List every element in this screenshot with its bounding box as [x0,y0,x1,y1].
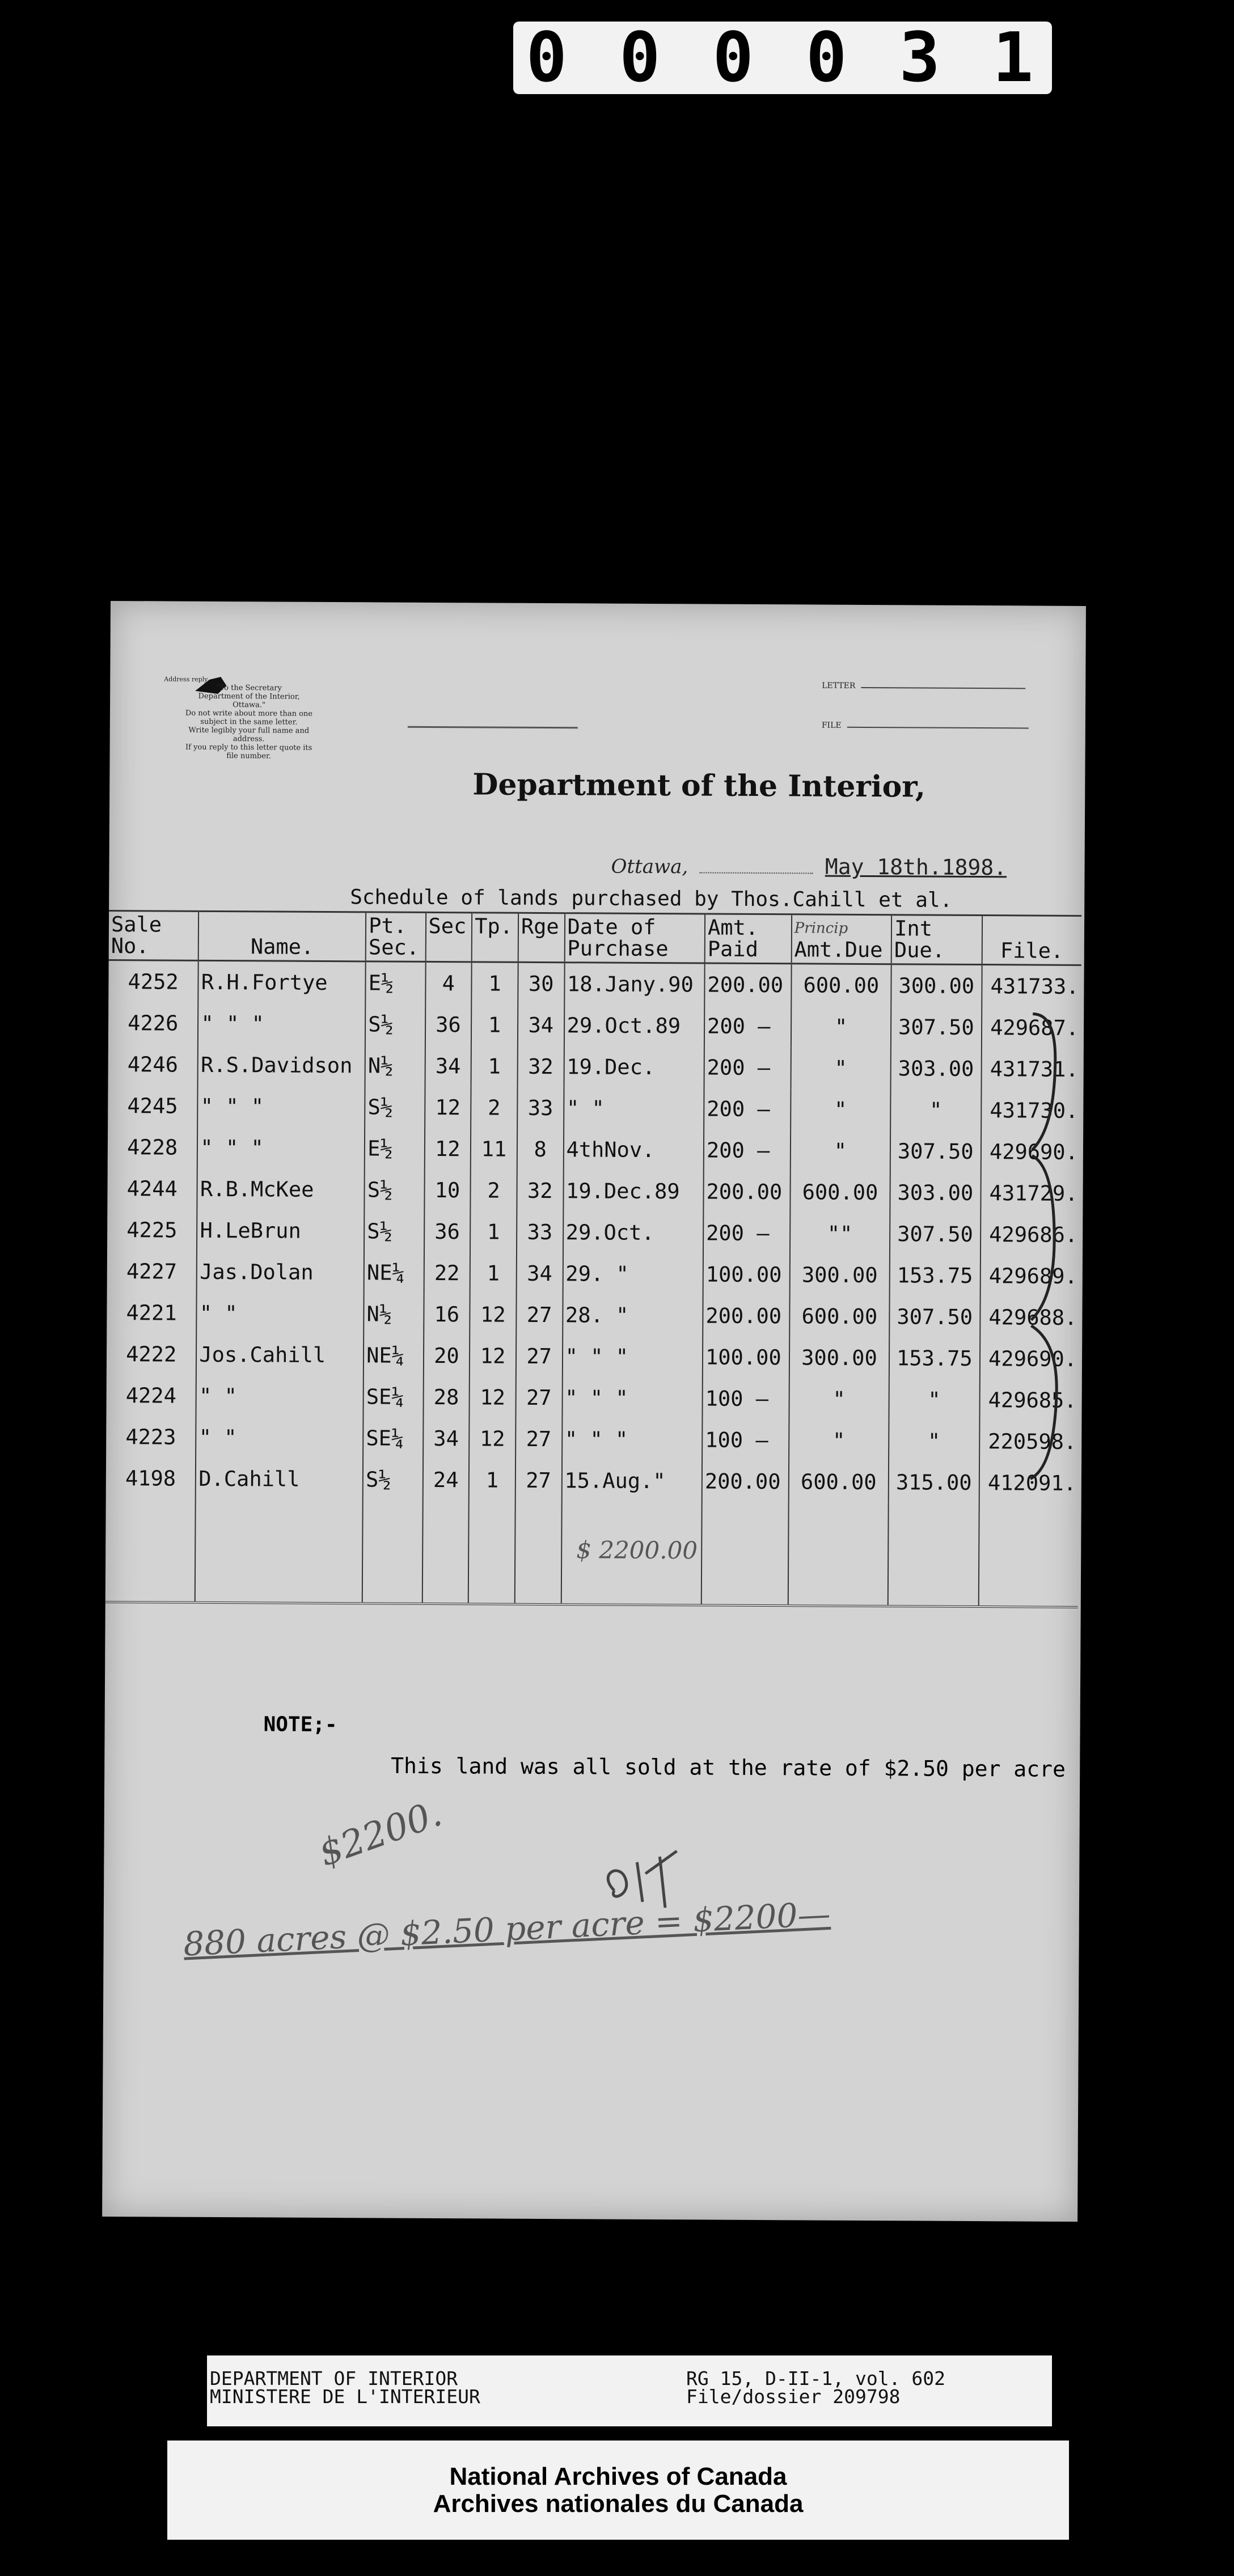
archive-reference-label [207,2355,1052,2426]
document-page [102,601,1086,2222]
cell-pt: NE¼ [364,1334,424,1376]
col-rge: Rge [518,913,565,962]
cell-sale: 4227 [126,1259,178,1284]
cell-paid: 200 — [704,1046,791,1088]
handwritten-total: $2200. [313,1792,447,1875]
col-sec: Sec [425,912,472,961]
cell-date: 18.Jany.90 [564,963,705,1006]
cell-name: R.S.Davidson [198,1044,365,1087]
cell-sale: 4252 [128,969,179,994]
cell-int: 307.50 [890,1130,981,1172]
cell-file: 431729. [981,1172,1080,1214]
table-row [107,1292,1079,1338]
cell-due: 600.00 [788,1461,889,1503]
address-line: "To the Secretary [216,683,282,693]
cell-due: 600.00 [791,964,891,1006]
cell-date: 29. " [563,1253,703,1295]
cell-empty [105,1499,196,1603]
archives-en: National Archives of Canada [449,2463,787,2490]
cell-rge: 33 [517,1211,563,1253]
cell-tp: 11 [471,1128,517,1170]
cell-due: " [791,1006,891,1048]
cell-file: 429690. [981,1131,1080,1173]
cell-sale: 4222 [126,1342,177,1367]
cell-file: 429690. [979,1338,1079,1380]
cell-name: " " " [198,1003,365,1045]
cell-file: 220598. [979,1421,1079,1463]
cell-name: " " " [198,1086,365,1128]
cell-due: 600.00 [789,1295,890,1337]
cell-file: 429688. [980,1297,1080,1338]
cell-pt: S½ [365,1086,425,1128]
address-line: Write legibly your full name and [188,726,310,735]
cell-sale: 4244 [126,1176,178,1201]
cell-empty [195,1499,363,1604]
cell-sec: 34 [423,1418,470,1459]
col-name: Name. [198,911,366,961]
address-line: file number. [226,752,271,761]
cell-due: " [790,1130,890,1172]
cell-paid: 200 — [704,1005,791,1047]
col-due-label: Amt.Due [794,937,883,963]
cell-paid: 200 — [703,1212,790,1254]
note-text: This land was all sold at the rate of $2.50 per acre [391,1753,1066,1782]
cell-pt: S½ [364,1210,424,1252]
cell-tp: 1 [472,962,518,1005]
cell-rge: 34 [516,1253,563,1294]
address-line: Address reply [164,675,208,683]
cell-int: 303.00 [891,1048,982,1090]
cell-rge: 8 [517,1129,564,1170]
cell-tp: 12 [470,1376,516,1418]
cell-file: 431731. [981,1048,1081,1090]
cell-pt: E½ [365,1128,425,1170]
cell-empty [468,1501,515,1604]
cell-date: " " " [562,1418,703,1460]
letter-date: May 18th.1898. [825,854,1007,880]
cell-sale: 4245 [127,1094,178,1118]
dept-fr: MINISTERE DE L'INTERIEUR [210,2386,480,2408]
bracket-marks [1024,1002,1067,1547]
cell-rge: 33 [517,1087,564,1129]
cell-int: 307.50 [889,1296,980,1338]
reference-label [686,2367,945,2408]
cell-file: 429687. [981,1007,1081,1049]
cell-empty [788,1502,888,1606]
cell-name: D.Cahill [196,1458,363,1501]
cell-tp: 2 [471,1170,517,1211]
cell-sale: 4226 [128,1011,179,1036]
cell-paid: 200.00 [703,1171,790,1213]
cell-name: " " " [197,1127,365,1170]
table-row [107,1168,1080,1214]
cell-name: " " [196,1417,363,1459]
cell-sale: 4246 [127,1052,179,1077]
file-field [822,721,1029,731]
cell-paid: 100 — [702,1419,789,1461]
cell-rge: 27 [515,1377,562,1418]
cell-file: 429689. [980,1255,1080,1297]
cell-int: 153.75 [889,1337,980,1379]
cell-int: " [889,1420,979,1462]
cell-date: 29.Oct.89 [564,1005,704,1046]
table-row [106,1458,1079,1504]
note-label: NOTE;- [263,1713,337,1737]
cell-pt: S½ [363,1459,423,1501]
cell-sec: 28 [423,1376,470,1418]
cell-sec: 12 [425,1087,471,1128]
cell-paid: 200.00 [702,1460,789,1502]
file-reference: File/dossier 209798 [686,2386,901,2408]
table-row [107,1209,1080,1256]
cell-file: 429685. [979,1379,1079,1421]
cell-file: 412091. [979,1462,1079,1504]
cell-sec: 36 [424,1211,471,1252]
rg-reference: RG 15, D-II-1, vol. 602 [686,2367,945,2389]
cell-sec: 22 [424,1252,470,1294]
cell-due: " [791,1088,891,1130]
cell-tp: 12 [469,1418,515,1459]
cell-tp: 1 [469,1459,515,1501]
address-line: Department of the Interior, [198,692,300,701]
cell-tp: 1 [470,1252,517,1294]
col-due [791,914,891,964]
letterhead: Department of the Interior, [472,767,926,804]
place-date [611,853,1007,880]
divider-line [408,726,578,729]
address-line: If you reply to this letter quote its [185,743,312,752]
handwritten-sum: $ 2200.00 [576,1536,698,1565]
cell-int: 303.00 [890,1172,981,1214]
cell-sale: 4228 [126,1135,178,1160]
letter-label: LETTER [822,681,856,690]
table-row [108,1002,1081,1049]
file-line [847,727,1029,729]
cell-tp: 2 [471,1087,517,1128]
table-row [107,1251,1080,1297]
cell-int: 153.75 [890,1255,981,1297]
cell-paid: 200.00 [703,1295,789,1337]
cell-int: " [890,1089,981,1131]
cell-pt: S½ [365,1003,425,1045]
cell-sec: 24 [422,1459,469,1501]
cell-sec: 12 [424,1128,471,1170]
archives-banner [167,2441,1069,2540]
cell-int: 307.50 [890,1213,981,1255]
archives-fr: Archives nationales du Canada [433,2490,804,2518]
col-pt-sec: Pt. Sec. [366,912,426,962]
table-row [108,1085,1080,1132]
cell-pt: S½ [365,1169,425,1211]
cell-empty [701,1502,789,1605]
cell-sec: 16 [424,1294,470,1335]
table-row [108,960,1081,1007]
cell-date: " " [564,1087,704,1129]
col-date: Date of Purchase [564,913,705,963]
cell-date: 19.Dec.89 [563,1170,704,1212]
cell-file: 429686. [981,1214,1080,1256]
cell-sec: 34 [425,1045,471,1087]
cell-pt: N½ [365,1045,425,1087]
cell-name: Jas.Dolan [197,1251,364,1294]
table-row [106,1375,1079,1421]
cell-rge: 27 [516,1336,563,1377]
cell-empty [422,1501,469,1604]
cell-paid: 200 — [704,1088,791,1130]
cell-due: "" [790,1213,890,1255]
cell-tp: 1 [471,1004,518,1045]
cell-date: 28. " [563,1294,703,1336]
table-header-row [109,910,1081,965]
cell-due: " [791,1047,891,1089]
cell-due: 600.00 [790,1171,890,1213]
cell-due: 300.00 [789,1337,890,1379]
col-paid: Amt. Paid [705,914,792,964]
cell-pt: SE¼ [363,1417,423,1459]
letter-field [822,681,1025,692]
letter-line [861,687,1025,689]
cell-sale: 4225 [126,1218,178,1243]
department-label [210,2367,480,2408]
cell-sale: 4223 [125,1425,176,1450]
file-label: FILE [821,721,842,730]
cell-name: R.B.McKee [197,1168,365,1211]
cell-due: " [789,1420,889,1461]
cell-int: 307.50 [891,1006,982,1048]
due-annotation: Princip [794,920,848,937]
cell-rge: 30 [518,962,564,1005]
cell-int: 300.00 [891,964,982,1007]
table-row [106,1416,1079,1463]
address-line: Ottawa." [233,701,266,710]
address-line: Do not write about more than one [185,709,313,718]
cell-empty [362,1500,422,1604]
cell-tp: 1 [470,1211,517,1252]
schedule-title: Schedule of lands purchased by Thos.Cahill et al. [350,886,953,912]
cell-paid: 100.00 [703,1253,790,1295]
address-line: subject in the same letter. [200,717,298,727]
dept-en: DEPARTMENT OF INTERIOR [210,2367,458,2389]
cell-rge: 27 [515,1418,562,1460]
col-file: File. [982,916,1081,965]
cell-paid: 200.00 [704,963,791,1006]
col-sale-no: Sale No. [109,910,199,960]
schedule-table [105,910,1081,1608]
cell-int: 315.00 [889,1461,979,1503]
address-instructions [164,675,335,761]
cell-rge: 34 [518,1005,564,1046]
table-row [108,1126,1080,1173]
cell-int: " [889,1379,980,1421]
table-row [107,1333,1079,1380]
col-tp: Tp. [472,913,518,962]
cell-sale: 4224 [125,1383,177,1408]
cell-paid: 100 — [702,1378,789,1420]
cell-pt: SE¼ [364,1376,424,1418]
cell-date: " " " [562,1377,703,1419]
cell-empty [515,1501,562,1604]
cell-name: " " [197,1293,364,1335]
cell-name: Jos.Cahill [196,1334,364,1376]
cell-sec: 4 [425,961,472,1004]
cell-tp: 12 [470,1294,516,1335]
cell-name: H.LeBrun [197,1210,364,1252]
cell-sec: 20 [423,1335,470,1376]
table-row [108,1044,1081,1090]
cell-file: 431733. [982,965,1081,1007]
cell-date: 4thNov. [563,1129,704,1171]
cell-due: " [789,1378,889,1420]
cell-pt: NE¼ [364,1252,424,1294]
place: Ottawa, [611,855,688,879]
date-line [700,872,813,874]
cell-date: " " " [562,1336,703,1378]
cell-tp: 12 [470,1335,516,1376]
cell-empty [888,1503,979,1607]
cell-rge: 27 [516,1294,563,1336]
cell-date: 19.Dec. [564,1046,704,1088]
cell-pt: E½ [365,961,425,1004]
cell-sale: 4198 [125,1466,176,1491]
cell-sec: 36 [425,1004,471,1045]
cell-paid: 200 — [704,1129,791,1171]
cell-due: 300.00 [789,1254,890,1296]
cell-date: 15.Aug." [561,1460,702,1502]
handwritten-calculation: 880 acres @ $2.50 per acre = $2200— [182,1894,831,1964]
cell-sale: 4221 [126,1300,177,1325]
address-line: address. [233,735,265,744]
cell-name: " " [196,1375,364,1418]
cell-paid: 100.00 [703,1336,789,1378]
cell-rge: 32 [517,1046,564,1087]
cell-file: 431730. [981,1090,1081,1132]
cell-date: 29.Oct. [563,1211,704,1253]
cell-tp: 1 [471,1045,518,1087]
cell-rge: 32 [517,1170,563,1211]
cell-name: R.H.Fortye [198,960,366,1003]
col-int: Int Due. [891,915,982,965]
cell-sec: 10 [424,1170,471,1211]
cell-pt: N½ [364,1293,424,1335]
cell-rge: 27 [515,1460,562,1501]
frame-number: 0 0 0 0 3 1 [526,18,1039,98]
frame-number-label [513,18,1052,98]
